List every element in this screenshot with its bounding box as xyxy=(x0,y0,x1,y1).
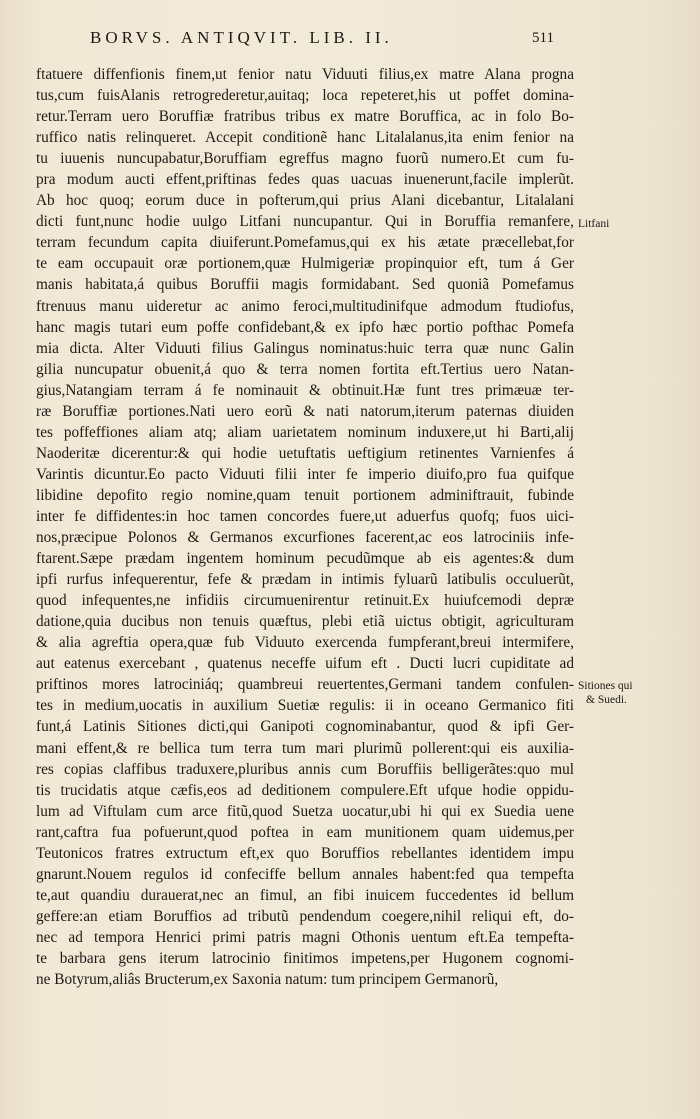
running-head: BORVS. ANTIQVIT. LIB. II. xyxy=(90,28,393,47)
text-line: dicti funt,nunc hodie uulgo Litfani nuncupantur. Qui in Boruffia remanfere, xyxy=(36,213,574,231)
text-line: Naoderitæ dicerentur:& qui hodie uetuftatis ueftigium retinentes Varnienfes á xyxy=(36,444,574,462)
text-line: rant,caftra fua pofuerunt,quod poftea in eam munitionem quam uidemus,per xyxy=(36,823,574,841)
text-line: inter fe diffidentes:in hoc tamen concordes fuere,ut aduerfus quofq; fuos uici- xyxy=(36,507,574,525)
margin-note-litfani: Litfani xyxy=(578,218,610,230)
text-line: gnarunt.Nouem regulos id confeciffe bellum annales habent:fed qua tempefta xyxy=(36,865,574,883)
text-line: tes in medium,uocatis in auxilium Suetiæ regulis: ii in oceano Germanico fiti xyxy=(36,697,574,715)
text-line: Teutonicos fratres extructum eft,ex quo Boruffios rebellantes identidem impu xyxy=(36,844,574,862)
text-line: datione,quia ducibus non tenuis quæftus, plebi etiã uictus obtigit, agriculturam xyxy=(36,613,574,631)
text-line: ftatuere diffenfionis finem,ut fenior natu Viduuti filius,ex matre Alana progna xyxy=(36,66,574,83)
text-line: libidine depofito regio nomine,quam tenuit portionem adminiftrauit, fubinde xyxy=(36,486,574,504)
text-line: te eam occupauit oræ portionem,quæ Hulmigeriæ propinquior eft, tum á Ger xyxy=(36,255,574,273)
text-line: ftarent.Sæpe prædam ingentem hominum pecudũmque ab eis agentes:& dum xyxy=(36,550,574,568)
text-line: mia dicta. Alter Viduuti filius Galingus nominatus:huic terra quæ nunc Galin xyxy=(36,339,574,357)
text-line: ftrenuus manu uideretur ac animo feroci,multitudinifque admodum ftudiofus, xyxy=(36,297,574,315)
text-line: nos,præcipue Polonos & Germanos excurfiones facerent,ac eos latrociniis infe- xyxy=(36,529,574,547)
text-line: ruffico natis relinqueret. Accepit conditionẽ hanc Litalalanus,ita enim fenior na xyxy=(36,129,574,147)
page-header xyxy=(0,28,700,56)
text-line: tus,cum fuisAlanis retrogrederetur,auitaq; loca repeteret,his ut poffet domina- xyxy=(36,87,574,105)
text-line: Varintis dicuntur.Eo pacto Viduuti filii inter fe imperio diuifo,pro fua quifque xyxy=(36,465,574,483)
text-line: ræ Boruffiæ portiones.Nati uero eorũ & nati natorum,iterum paternas diuiden xyxy=(36,402,574,420)
text-line: gius,Natangiam terram á fe nominauit & obtinuit.Hæ funt tres primæuæ ter- xyxy=(36,381,574,399)
text-line: funt,á Latinis Sitiones dicti,qui Ganipoti cognominabantur, quod & ipfi Ger- xyxy=(36,718,574,736)
text-line: aut eatenus exercebant , quatenus neceffe uifum eft . Ducti lucri cupiditate ad xyxy=(36,655,574,673)
text-line: ne Botyrum,aliâs Bructerum,ex Saxonia natum: tum principem Germanorũ, xyxy=(36,971,499,989)
text-line: nec ad tempora Henrici primi patris magni Othonis uentum eft.Ea tempefta- xyxy=(36,928,574,946)
margin-note-sitiones-line1: Sitiones qui xyxy=(578,680,633,692)
text-line: ipfi rurfus infequerentur, fefe & prædam in intimis fyluarũ latibulis occuluerũt, xyxy=(36,571,574,589)
text-line: terram fecundum capita diuiferunt.Pomefamus,qui ex his ætate præcellebat,for xyxy=(36,234,574,252)
text-line: te,aut quandiu durauerat,nec an fimul, an fibi inuicem fuccedentes id bellum xyxy=(36,886,574,904)
text-line: geffere:an etiam Boruffios ad tributũ pendendum coegere,nihil reliqui eft, do- xyxy=(36,907,574,925)
text-line: te barbara gens iterum latrocinio finitimos impetens,per Hugonem cognomi- xyxy=(36,949,574,967)
text-line: priftinos mores latrociniáq; quambreui reuertentes,Germani tandem confulen- xyxy=(36,676,574,694)
text-line: hanc magis tutari eum poffe confidebant,& ex ipfo hæc portio pofthac Pomefa xyxy=(36,318,574,336)
text-line: Ab hoc quoq; eorum duce in pofterum,qui prius Alani dicebantur, Litalalani xyxy=(36,192,574,210)
text-line: quod infequentes,ne infidiis circumuenirentur retinuit.Ex huiufcemodi depræ xyxy=(36,592,574,610)
text-line: gilia nuncupatur obuenit,á quo & terra nomen fortita eft.Tertius uero Natan- xyxy=(36,360,574,378)
text-line: mani effent,& re bellica tum terra tum mari plurimũ pollerent:qui eis auxilia- xyxy=(36,739,574,757)
text-line: lum ad Viftulam cum arce fitũ,quod Suetza uocatur,ubi hi qui ex Suedia uene xyxy=(36,802,574,820)
margin-note-sitiones-line2: & Suedi. xyxy=(586,694,627,706)
text-line: tu iuuenis nuncupabatur,Boruffiam egreffus magno fuorũ numero.Et cum fu- xyxy=(36,150,574,168)
text-line: res copias claffibus traduxere,pluribus annis cum Boruffiis belligerãtes:quo mul xyxy=(36,760,574,778)
text-line: manis habitata,á quibus Boruffii magis formidabant. Sed quoniã Pomefamus xyxy=(36,276,574,294)
page-number: 511 xyxy=(532,30,554,46)
text-line: tis trucidatis atque cæfis,eos ad deditionem compulere.Eft ufque hodie oppidu- xyxy=(36,781,574,799)
text-line: & alia agreftia opera,quæ fub Viduuto exercenda fumpferant,breui intermifere, xyxy=(36,634,574,652)
body-text xyxy=(36,64,574,990)
text-line: retur.Terram uero Boruffiæ fratribus tribus ex matre Boruffica, ac in folo Bo- xyxy=(36,108,574,126)
text-line: tes poffeffiones aliam atq; aliam uarietatem nominum induxere,ut hi Barti,alij xyxy=(36,423,574,441)
text-line: pra modum aucti effent,priftinas fedes quas uacuas inuenerunt,facile implerũt. xyxy=(36,171,574,189)
